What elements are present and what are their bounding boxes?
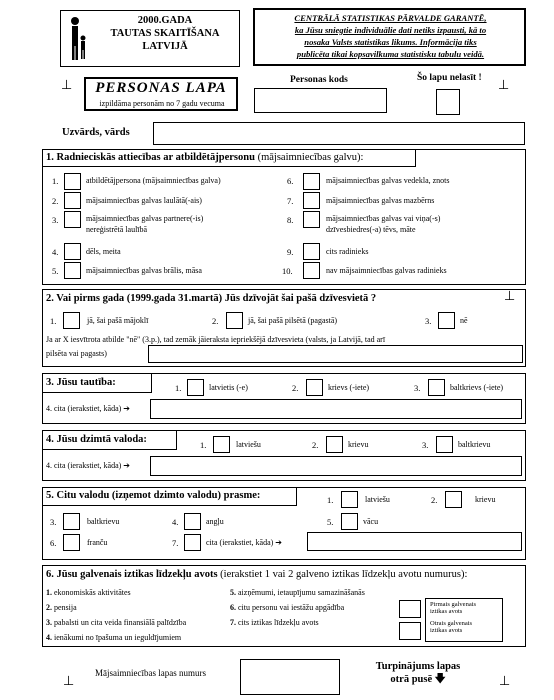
question-6-title xyxy=(46,569,467,580)
q6-option-number: 1. xyxy=(46,588,52,597)
q1-option-checkbox[interactable] xyxy=(303,211,320,228)
q4-option-checkbox[interactable] xyxy=(436,436,453,453)
q6-option-number: 7. xyxy=(230,618,236,627)
census-title xyxy=(95,14,235,53)
q3-option-checkbox[interactable] xyxy=(187,379,204,396)
q5-option-label: baltkrievu xyxy=(87,517,120,526)
arrow-right-icon: ➔ xyxy=(123,404,130,413)
q1-option-label: mājsaimniecības galvas laulātā(-ais) xyxy=(86,196,202,205)
q2-option-number: 1. xyxy=(50,316,57,326)
q1-option-label: mājsaimniecības galvas partnere(-is) xyxy=(86,214,204,223)
q1-option-label: mājsaimniecības galvas vedekla, znots xyxy=(326,176,450,185)
alignment-mark: ⊥ xyxy=(504,289,516,304)
previous-residence-field[interactable] xyxy=(148,345,523,363)
q6-option xyxy=(230,603,344,613)
q1-option-label: atbildētājpersona (mājsaimniecības galva) xyxy=(86,176,221,185)
q1-option-label: mājsaimniecības galvas vai viņa(-s) xyxy=(326,214,441,223)
q2-option-label: nē xyxy=(460,316,468,325)
q5-option-number: 7. xyxy=(172,538,179,548)
q1-option-number: 3. xyxy=(52,215,59,225)
alignment-mark: ⊥ xyxy=(61,78,73,93)
question-6-title-suffix: (ierakstiet 1 vai 2 galveno iztikas līdzekļu avotu numurus): xyxy=(217,569,468,580)
q4-option-label: baltkrievu xyxy=(458,440,491,449)
q5-other-field[interactable] xyxy=(307,532,522,551)
guarantee-line: CENTRĀLĀ STATISTIKAS PĀRVALDE GARANTĒ, xyxy=(294,13,487,23)
q5-option-number: 6. xyxy=(50,538,57,548)
person-pictogram-icon xyxy=(68,16,88,62)
q5-option-number: 2. xyxy=(431,495,438,505)
q5-option-checkbox[interactable] xyxy=(184,534,201,551)
q5-option-label-text: cita (ierakstiet, kāda) xyxy=(206,538,274,547)
question-1-title xyxy=(46,152,363,163)
q3-option-number: 2. xyxy=(292,383,299,393)
q1-option-label: nereģistrētā laulībā xyxy=(86,225,148,234)
q6-option-label: pabalsti un cita veida finansiālā palīdzība xyxy=(54,618,187,627)
q6-option xyxy=(230,588,365,598)
q5-option-checkbox[interactable] xyxy=(445,491,462,508)
q1-option-label: mājsaimniecības galvas mazbērns xyxy=(326,196,435,205)
q5-option-label: franču xyxy=(87,538,108,547)
q6-option-number: 3. xyxy=(46,618,52,627)
question-1-title-suffix: (mājsaimniecības galvu): xyxy=(254,152,364,163)
q6-option-label: cits iztikas līdzekļu avots xyxy=(238,618,319,627)
question-5-title: 5. Citu valodu (izņemot dzimto valodu) prasme: xyxy=(46,490,261,501)
question-3-title: 3. Jūsu tautība: xyxy=(46,377,116,388)
q6-option-number: 6. xyxy=(230,603,236,612)
q4-option-number: 2. xyxy=(312,440,319,450)
q5-option-checkbox[interactable] xyxy=(63,513,80,530)
q6-option xyxy=(46,588,131,598)
q5-option-number: 5. xyxy=(327,517,334,527)
alignment-mark: ⊥ xyxy=(499,674,511,689)
secondary-source-label xyxy=(430,620,472,634)
q3-option-checkbox[interactable] xyxy=(428,379,445,396)
continue-label-2: otrā pusē xyxy=(390,674,433,685)
guarantee-text xyxy=(258,12,523,60)
q4-option-checkbox[interactable] xyxy=(326,436,343,453)
q4-other-field[interactable] xyxy=(150,456,522,476)
guarantee-line: ka Jūsu sniegtie individuālie dati netiks izpausti, kā to xyxy=(294,25,487,35)
continue-note xyxy=(358,660,478,686)
q4-other-label xyxy=(46,461,130,471)
alignment-mark: ⊥ xyxy=(498,78,510,93)
q3-other-label-text: 4. cita (ierakstiet, kāda) xyxy=(46,404,122,413)
form-subtitle: izpildāma personām no 7 gadu vecuma xyxy=(99,99,225,108)
q3-other-field[interactable] xyxy=(150,399,522,419)
q1-option-checkbox[interactable] xyxy=(64,173,81,190)
q6-option-label: pensija xyxy=(54,603,77,612)
q1-option-number: 5. xyxy=(52,266,59,276)
question-6-title-text: 6. Jūsu galvenais iztikas līdzekļu avots xyxy=(46,569,218,580)
q3-option-number: 3. xyxy=(414,383,421,393)
q2-note-line: pilsēta vai pagasts) xyxy=(46,349,107,358)
form-title: PERSONAS LAPA xyxy=(95,80,227,96)
q4-option-number: 1. xyxy=(200,440,207,450)
census-title-line: TAUTAS SKAITĪŠANA xyxy=(110,28,220,39)
q6-option xyxy=(46,603,77,613)
secondary-source-box[interactable] xyxy=(399,622,421,640)
q1-option-number: 9. xyxy=(287,247,294,257)
q6-option-number: 2. xyxy=(46,603,52,612)
q1-option-checkbox[interactable] xyxy=(64,211,81,228)
q1-option-checkbox[interactable] xyxy=(64,243,81,260)
q5-option-label: latviešu xyxy=(365,495,390,504)
q1-option-number: 2. xyxy=(52,196,59,206)
q4-option-label: krievu xyxy=(348,440,369,449)
do-not-read-box xyxy=(436,89,460,115)
q5-option-checkbox[interactable] xyxy=(341,513,358,530)
q5-option-label: krievu xyxy=(475,495,496,504)
person-code-label: Personas kods xyxy=(290,75,348,85)
continue-label: Turpinājums lapas xyxy=(375,661,461,672)
q5-option-checkbox[interactable] xyxy=(341,491,358,508)
q2-option-checkbox[interactable] xyxy=(63,312,80,329)
q3-option-label: baltkrievs (-iete) xyxy=(450,383,504,392)
guarantee-line: nosaka Valsts statistikas likums. Informācija tiks xyxy=(304,37,477,47)
q5-option-checkbox[interactable] xyxy=(184,513,201,530)
q1-option-checkbox[interactable] xyxy=(303,262,320,279)
name-field[interactable] xyxy=(153,122,525,145)
q6-option-label: citu personu vai iestāžu apgādība xyxy=(238,603,345,612)
household-number-label: Mājsaimniecības lapas numurs xyxy=(95,668,206,678)
q1-option-checkbox[interactable] xyxy=(64,262,81,279)
primary-source-label-line: Pirmais galvenais xyxy=(430,601,477,608)
arrow-right-icon: ➔ xyxy=(123,461,130,470)
q6-option-number: 5. xyxy=(230,588,236,597)
q2-note-line: Ja ar X iesvītrota atbilde "nē" (3.p.), tad zemāk jāieraksta iepriekšējā dzīvesvieta (valsts, ja Latvijā, tad arī xyxy=(46,335,386,344)
person-code-field[interactable] xyxy=(254,88,387,113)
alignment-mark: ⊥ xyxy=(63,674,75,689)
q3-option-number: 1. xyxy=(175,383,182,393)
q1-option-label: dēls, meita xyxy=(86,247,121,256)
primary-source-label xyxy=(430,601,476,615)
q6-option-label: ienākumi no īpašuma un ieguldījumiem xyxy=(54,633,182,642)
q6-option xyxy=(46,618,186,628)
arrow-right-icon: ➔ xyxy=(275,538,282,547)
primary-source-box[interactable] xyxy=(399,600,421,618)
name-label: Uzvārds, vārds xyxy=(62,127,130,138)
q5-option-label: angļu xyxy=(206,517,224,526)
q2-option-number: 2. xyxy=(212,316,219,326)
q5-option-number: 4. xyxy=(172,517,179,527)
q1-option-checkbox[interactable] xyxy=(303,173,320,190)
q1-option-number: 6. xyxy=(287,176,294,186)
q6-option-number: 4. xyxy=(46,633,52,642)
q6-option xyxy=(230,618,319,628)
q6-option-label: aizņēmumi, ietaupījumu samazināšanās xyxy=(238,588,365,597)
q1-option-checkbox[interactable] xyxy=(64,192,81,209)
q5-option-number: 1. xyxy=(327,495,334,505)
q1-option-number: 4. xyxy=(52,247,59,257)
q5-option-checkbox[interactable] xyxy=(63,534,80,551)
q4-other-label-text: 4. cita (ierakstiet, kāda) xyxy=(46,461,122,470)
q3-option-label: latvietis (-e) xyxy=(209,383,248,392)
household-number-field[interactable] xyxy=(240,659,340,695)
q6-option-label: ekonomiskās aktivitātes xyxy=(54,588,131,597)
q2-option-label: jā, šai pašā mājoklī xyxy=(87,316,149,325)
q3-other-label xyxy=(46,404,130,414)
question-1-title-text: 1. Radnieciskās attiecības ar atbildētājpersonu xyxy=(46,152,255,163)
q1-option-label: cits radinieks xyxy=(326,247,369,256)
q5-option-label xyxy=(206,538,282,548)
question-4-title: 4. Jūsu dzimtā valoda: xyxy=(46,434,147,445)
q3-option-checkbox[interactable] xyxy=(306,379,323,396)
q1-option-label: mājsaimniecības galvas brālis, māsa xyxy=(86,266,202,275)
q4-option-checkbox[interactable] xyxy=(213,436,230,453)
guarantee-line: publicēta tikai kopsavilkuma statistisku tabulu veidā. xyxy=(296,49,485,59)
q2-option-number: 3. xyxy=(425,316,432,326)
q6-option xyxy=(46,633,181,643)
q1-option-checkbox[interactable] xyxy=(303,192,320,209)
q1-option-number: 7. xyxy=(287,196,294,206)
q5-option-label: vācu xyxy=(363,517,379,526)
primary-source-label-line: iztikas avots xyxy=(430,608,463,615)
census-title-line: 2000.GADA xyxy=(137,15,193,26)
q4-option-number: 3. xyxy=(422,440,429,450)
do-not-read-label: Šo lapu nelasīt ! xyxy=(417,73,482,83)
arrow-down-icon: 🡇 xyxy=(434,673,446,685)
q1-option-label: nav mājsaimniecības galvas radinieks xyxy=(326,266,447,275)
q1-option-number: 8. xyxy=(287,215,294,225)
q1-option-number: 10. xyxy=(282,266,293,276)
question-2-title: 2. Vai pirms gada (1999.gada 31.martā) Jūs dzīvojāt šai pašā dzīvesvietā ? xyxy=(46,293,377,304)
census-title-line: LATVIJĀ xyxy=(142,41,188,52)
q2-option-checkbox[interactable] xyxy=(226,312,243,329)
q1-option-number: 1. xyxy=(52,176,59,186)
q5-option-number: 3. xyxy=(50,517,57,527)
q2-option-checkbox[interactable] xyxy=(438,312,455,329)
q4-option-label: latviešu xyxy=(236,440,261,449)
q1-option-label: dzīvesbiedres(-a) tēvs, māte xyxy=(326,225,416,234)
secondary-source-label-line: iztikas avots xyxy=(430,627,463,634)
q1-option-checkbox[interactable] xyxy=(303,243,320,260)
q2-option-label: jā, šai pašā pilsētā (pagastā) xyxy=(248,316,338,325)
q3-option-label: krievs (-iete) xyxy=(328,383,370,392)
secondary-source-label-line: Otrais galvenais xyxy=(430,620,473,627)
